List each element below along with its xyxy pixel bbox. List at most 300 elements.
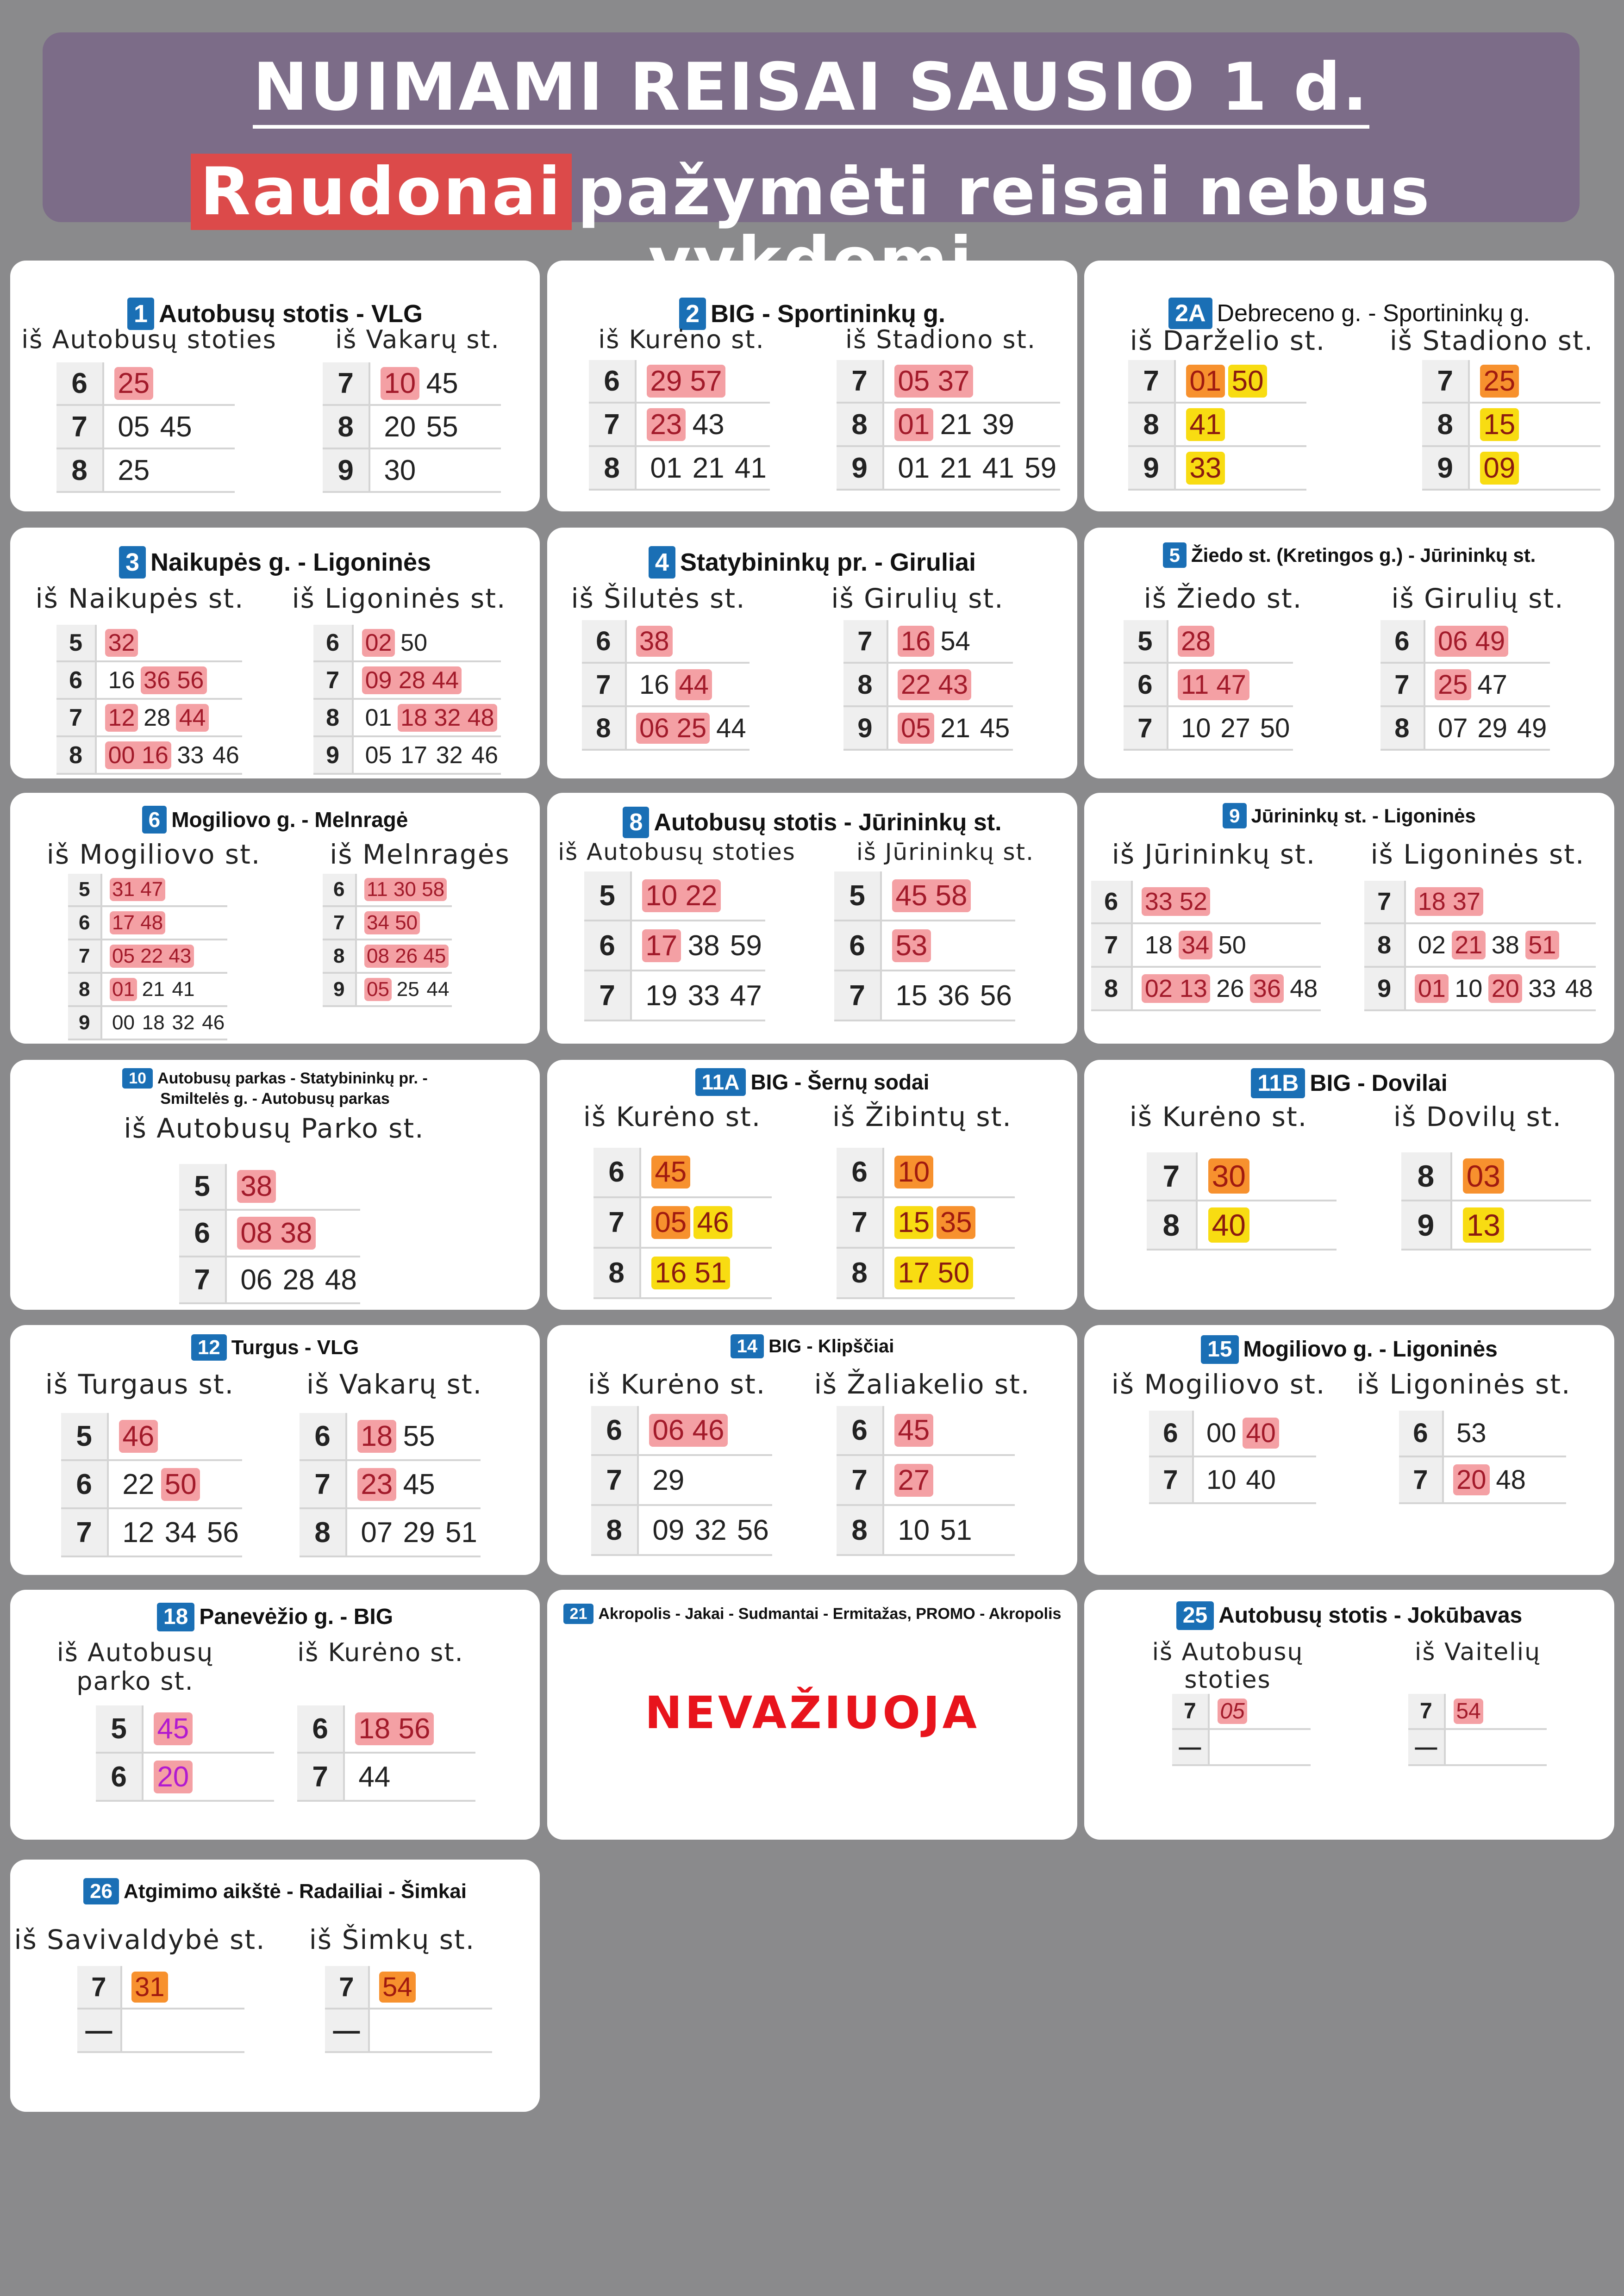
page-title [43,49,1580,129]
hour-cell: 6 [1124,664,1168,705]
hour-cell: 7 [837,1456,884,1504]
departure-minute-highlighted: 50 [1228,365,1267,398]
departure-minute: 16 [108,666,135,694]
minutes-cell [884,1156,1015,1188]
direction-label: iš Melnragės [330,839,510,870]
minutes-cell [884,1206,1015,1239]
departure-minute-highlighted: 17 [642,929,681,962]
timetable-row [77,1966,244,2010]
minutes-cell [347,1516,481,1549]
minutes-cell [122,1972,244,2003]
timetable-row [834,921,1015,971]
hour-cell: 6 [68,907,102,939]
minutes-cell [632,979,765,1012]
timetable-row [837,404,1060,447]
departure-minute: 34 [164,1516,197,1549]
minutes-cell [1444,1418,1566,1449]
direction-label: iš Stadiono st. [1389,325,1594,356]
hour-cell: 5 [584,871,632,920]
hour-cell: 8 [300,1509,347,1556]
minutes-cell [354,629,463,657]
hour-cell: 8 [1147,1201,1198,1249]
route-number-badge: 11A [695,1068,746,1096]
departure-minute: 16 [639,669,669,700]
departure-minute-highlighted: 20 [154,1761,193,1793]
route-name: BIG - Šernų sodai [750,1070,930,1094]
route-name: Autobusų parkas - Statybininkų pr. - [157,1070,428,1087]
departure-minute-highlighted: 30 [1208,1158,1249,1194]
hour-cell: 7 [325,1966,370,2008]
minutes-cell [227,1217,357,1250]
hour-cell: 7 [1422,360,1470,402]
route-card-26 [10,1860,540,2112]
direction-label: iš Ligoninės st. [292,583,506,614]
hour-cell: 7 [1147,1152,1198,1200]
timetable-row [593,1148,772,1198]
route-card-12 [10,1325,540,1575]
route-name: Akropolis - Jakai - Sudmantai - Ermitažas, PROMO - Akropolis [598,1605,1062,1623]
direction-label: iš Vakarų st. [306,1369,483,1400]
departure-minute: 30 [384,454,416,486]
departure-minute: 15 [895,979,928,1012]
direction-label: iš Mogiliovo st. [1111,1369,1326,1400]
minutes-cell [639,1414,769,1447]
minutes-cell [97,629,206,657]
minutes-cell [357,945,450,968]
timetable [1091,881,1321,1011]
departure-minute-highlighted: 17 48 [110,911,166,934]
timetable-row [591,1406,772,1456]
departure-minute-highlighted: 00 16 [105,741,171,769]
timetable [593,1148,772,1299]
departure-minute: 47 [1477,669,1507,700]
hour-cell: 6 [300,1413,347,1459]
departure-minute-highlighted: 45 58 [892,879,971,912]
departure-minute-highlighted: 11 30 58 [364,878,447,901]
timetable-row [1408,1730,1547,1766]
departure-minute-highlighted: 18 56 [355,1712,434,1745]
timetable-row [56,625,242,662]
timetable-row [591,1456,772,1506]
minutes-cell [357,911,450,934]
departure-minute-highlighted: 40 [1208,1207,1249,1243]
departure-minute-highlighted: 35 [937,1206,975,1239]
minutes-cell [1406,974,1596,1003]
hour-cell: 7 [584,971,632,1020]
departure-minute: 56 [980,979,1012,1012]
minutes-cell [370,367,501,400]
route-number-badge: 6 [142,806,167,834]
timetable [56,625,242,775]
minutes-cell [109,1516,242,1549]
departure-minute: 21 [692,452,725,484]
departure-minute: 25 [396,978,419,1001]
hour-cell: — [1172,1730,1210,1764]
hour-cell: 6 [593,1148,641,1196]
departure-minute: 43 [692,408,725,441]
timetable-row [584,921,765,971]
timetable [837,360,1060,491]
hour-cell: 8 [591,1506,639,1554]
departure-minute: 29 [652,1464,685,1496]
minutes-cell [884,1257,1015,1289]
timetable-row [323,940,452,974]
departure-minute-highlighted: 17 50 [894,1257,973,1289]
departure-minute-highlighted: 44 [675,669,712,700]
hour-cell: 6 [297,1705,345,1752]
minutes-cell [347,1468,478,1501]
minutes-cell [888,713,1013,744]
route-number-badge: 14 [731,1334,764,1358]
departure-minute: 29 [403,1516,435,1549]
departure-minute: 10 [898,1514,930,1546]
timetable [323,874,452,1007]
departure-minute: 17 [400,741,427,769]
direction-label: iš Girulių st. [1391,583,1564,614]
departure-minute: 45 [160,411,192,443]
hour-cell: 9 [837,447,884,489]
route-title [10,1603,540,1631]
direction-label: iš Žibintų st. [832,1101,1012,1132]
departure-minute: 38 [687,929,720,962]
route-card-11a [547,1060,1077,1310]
timetable-row [1128,360,1306,404]
departure-minute: 45 [403,1468,435,1500]
departure-minute-highlighted: 34 [1179,931,1212,959]
timetable-row [843,620,1013,664]
minutes-cell [884,365,1015,398]
timetable-row [313,662,501,700]
departure-minute-highlighted: 06 49 [1435,626,1508,657]
timetable [582,620,750,751]
departure-minute: 56 [737,1514,769,1546]
route-number-badge: 15 [1201,1335,1238,1364]
departure-minute: 36 [937,979,970,1012]
route-name: Mogiliovo g. - Melnragė [171,808,408,832]
route-card-4 [547,528,1077,778]
timetable-row [837,1198,1015,1249]
hour-cell: 8 [589,447,637,489]
timetable-row [1408,1694,1547,1730]
route-title [1084,1068,1614,1098]
departure-minute-highlighted: 03 [1463,1158,1504,1194]
departure-minute-highlighted: 15 [894,1206,933,1239]
departure-minute-highlighted: 45 [651,1156,690,1188]
departure-minute: 59 [1024,452,1057,484]
departure-minute: 53 [1456,1418,1487,1448]
hour-cell: 8 [1128,404,1176,445]
minutes-cell [370,1972,492,2003]
timetable [96,1705,274,1802]
minutes-cell [1452,1207,1591,1243]
hour-cell: 8 [837,1249,884,1297]
red-highlight-word: Raudonai [191,154,572,230]
timetable-row [179,1257,360,1304]
hour-cell: 8 [593,1249,641,1297]
timetable-row [1380,664,1550,707]
hour-cell: 6 [589,360,637,402]
direction-label-line2: stoties [1184,1666,1271,1694]
departure-minute-highlighted: 05 [898,713,934,744]
hour-cell: 8 [56,449,104,491]
timetable-row [843,707,1013,751]
minutes-cell [1210,1699,1311,1724]
hour-cell: 7 [1380,664,1425,705]
timetable-row [1124,620,1293,664]
route-name: Naikupės g. - Ligoninės [150,548,431,576]
direction-label: iš Kurėno st. [587,1369,766,1400]
timetable [1401,1152,1591,1251]
departure-minute: 21 [940,408,972,441]
minutes-cell [1176,408,1306,441]
departure-minute-highlighted: 45 [894,1414,933,1447]
timetable-row [1147,1152,1337,1201]
timetable [1172,1694,1311,1766]
departure-minute-highlighted: 06 25 [636,713,710,744]
timetable-row [1149,1411,1316,1457]
departure-minute: 22 [122,1468,155,1500]
departure-minute-highlighted: 54 [379,1972,415,2003]
minutes-cell [345,1712,475,1745]
timetable-row [837,1456,1015,1506]
minutes-cell [637,408,767,441]
departure-minute: 49 [1517,713,1547,743]
departure-minute: 28 [282,1264,315,1296]
timetable-row [323,449,501,493]
departure-minute-highlighted: 38 [237,1170,276,1203]
hour-cell: 7 [61,1509,109,1556]
minutes-cell [354,666,463,694]
minutes-cell [627,669,749,700]
timetable-row [56,700,242,737]
minutes-cell [227,1170,357,1203]
hour-cell: 7 [837,1198,884,1247]
timetable [56,362,235,493]
timetable [843,620,1013,751]
minutes-cell [884,1414,1015,1447]
timetable-row [834,971,1015,1021]
departure-minute: 33 [687,979,720,1012]
minutes-cell [104,367,235,400]
departure-minute: 32 [172,1011,195,1034]
route-card-2a [1084,261,1614,511]
departure-minute-highlighted: 40 [1243,1418,1279,1449]
hour-cell: 7 [834,971,882,1020]
route-card-3 [10,528,540,778]
direction-label: iš Mogiliovo st. [46,839,261,870]
departure-minute: 09 [652,1514,685,1546]
route-card-5 [1084,528,1614,778]
departure-minute-highlighted: 46 [693,1206,732,1239]
timetable-row [837,447,1060,491]
minutes-cell [1133,887,1247,916]
departure-minute: 50 [1218,931,1246,959]
minutes-cell [1176,452,1306,485]
minutes-cell [1452,1158,1591,1194]
minutes-cell [641,1156,772,1188]
timetable-row [1380,707,1550,751]
departure-minute-highlighted: 44 [176,704,208,732]
hour-cell: 9 [843,707,888,749]
departure-minute: 51 [940,1514,972,1546]
minutes-cell [347,1420,478,1453]
timetable-row [834,871,1015,921]
departure-minute: 01 [650,452,682,484]
departure-minute: 10 [1206,1465,1237,1495]
minutes-cell [637,365,767,398]
route-title [1084,542,1614,568]
direction-label: iš Autobusų stoties [558,839,796,865]
departure-minute-highlighted: 13 [1463,1207,1504,1243]
departure-minute: 46 [471,741,499,769]
route-number-badge: 5 [1163,542,1187,568]
hour-cell: 8 [68,974,102,1005]
hour-cell: 6 [56,362,104,404]
departure-minute: 48 [325,1264,357,1296]
minutes-cell [888,669,1011,700]
direction-label: iš Ligoninės st. [1370,839,1585,870]
hour-cell: 7 [1149,1457,1194,1502]
minutes-cell [1168,713,1293,744]
page-title-text: NUIMAMI REISAI SAUSIO 1 d. [253,53,1369,129]
route-name: Žiedo st. (Kretingos g.) - Jūrininkų st. [1191,544,1536,566]
departure-minute: 51 [445,1516,477,1549]
timetable-row [837,1249,1015,1299]
hour-cell: 8 [837,404,884,445]
route-card-14 [547,1325,1077,1575]
timetable [297,1705,475,1802]
departure-minute-highlighted: 36 [1250,974,1284,1003]
departure-minute: 41 [982,452,1014,484]
departure-minute-highlighted: 02 13 [1142,974,1210,1003]
direction-label: iš Kurėno st. [297,1638,464,1667]
timetable-row [323,406,501,449]
route-title [10,1068,540,1109]
timetable-row [1399,1411,1566,1457]
minutes-cell [1446,1699,1547,1724]
departure-minute: 10 [1455,975,1483,1002]
departure-minute-highlighted: 01 [110,978,137,1001]
hour-cell: 6 [834,921,882,970]
direction-label: iš Girulių st. [831,583,1004,614]
timetable [77,1966,244,2053]
timetable-row [179,1164,360,1211]
minutes-cell [884,452,1060,485]
departure-minute-highlighted: 15 [1480,408,1519,441]
departure-minute-highlighted: 01 [894,408,933,441]
route-number-badge: 21 [563,1604,594,1624]
departure-minute: 50 [400,629,427,656]
timetable [1408,1694,1547,1766]
timetable-row [582,620,750,664]
departure-minute: 07 [1438,713,1468,743]
minutes-cell [144,1712,274,1745]
direction-label: iš Jūrininkų st. [1112,839,1316,870]
timetable-row [96,1705,274,1754]
timetable-row [1124,664,1293,707]
minutes-cell [144,1761,274,1793]
minutes-cell [102,1011,227,1034]
departure-minute: 21 [940,452,972,484]
minutes-cell [641,1206,772,1239]
timetable-row [56,362,235,406]
departure-minute: 05 [365,741,392,769]
direction-label: iš Autobusų stoties [1084,1638,1413,1694]
hour-cell: 6 [1380,620,1425,662]
minutes-cell [357,978,451,1001]
departure-minute: 00 [112,1011,135,1034]
departure-minute: 54 [940,626,970,656]
departure-minute-highlighted: 05 37 [894,365,973,398]
timetable-row [323,907,452,940]
hour-cell: 6 [582,620,627,662]
route-name: Panevėžio g. - BIG [199,1605,394,1629]
minutes-cell [1198,1207,1337,1243]
direction-label: iš Stadiono st. [845,325,1037,354]
minutes-cell [1425,713,1550,744]
timetable [1380,620,1550,751]
hour-cell: 8 [56,737,97,773]
departure-minute-highlighted: 16 51 [651,1257,730,1289]
route-title [1084,298,1614,329]
timetable-row [837,360,1060,404]
departure-minute: 01 [898,452,930,484]
route-title [10,546,540,579]
timetable-row [837,1506,1015,1556]
hour-cell: 9 [1128,447,1176,489]
departure-minute: 45 [426,367,458,399]
minutes-cell [627,626,749,657]
route-title [547,546,1077,579]
timetable [837,1406,1015,1556]
departure-minute-highlighted: 05 [364,978,392,1001]
timetable-row [1364,924,1596,968]
hour-cell: 5 [61,1413,109,1459]
departure-minute: 44 [358,1761,391,1793]
timetable-row [1091,968,1321,1011]
minutes-cell [354,704,497,732]
departure-minute: 47 [730,979,762,1012]
minutes-cell [888,626,1011,657]
minutes-cell [102,878,195,901]
departure-minute: 55 [403,1420,435,1452]
timetable-row [61,1509,242,1557]
timetable-row [837,1406,1015,1456]
timetable [1124,620,1293,751]
departure-minute: 32 [694,1514,727,1546]
route-name: Turgus - VLG [231,1336,359,1359]
no-service-label: NEVAŽIUOJA [645,1687,980,1739]
hour-cell: 7 [1128,360,1176,402]
hour-cell: — [325,2010,370,2051]
departure-minute-highlighted: 10 [894,1156,933,1188]
departure-minute-highlighted: 01 [1415,974,1449,1003]
timetable-row [68,974,227,1007]
route-title [10,1878,540,1904]
departure-minute-highlighted: 25 [1480,365,1519,398]
hour-cell: 5 [96,1705,144,1752]
route-number-badge: 2 [679,298,706,330]
direction-label: iš Šilutės st. [571,583,746,614]
timetable [584,871,765,1021]
timetable-row [323,874,452,907]
hour-cell: 7 [837,360,884,402]
hour-cell: 5 [179,1164,227,1209]
hour-cell: 8 [1364,924,1406,966]
departure-minute-highlighted: 08 38 [237,1217,316,1250]
departure-minute: 00 [1206,1418,1237,1448]
departure-minute: 10 [1181,713,1211,743]
